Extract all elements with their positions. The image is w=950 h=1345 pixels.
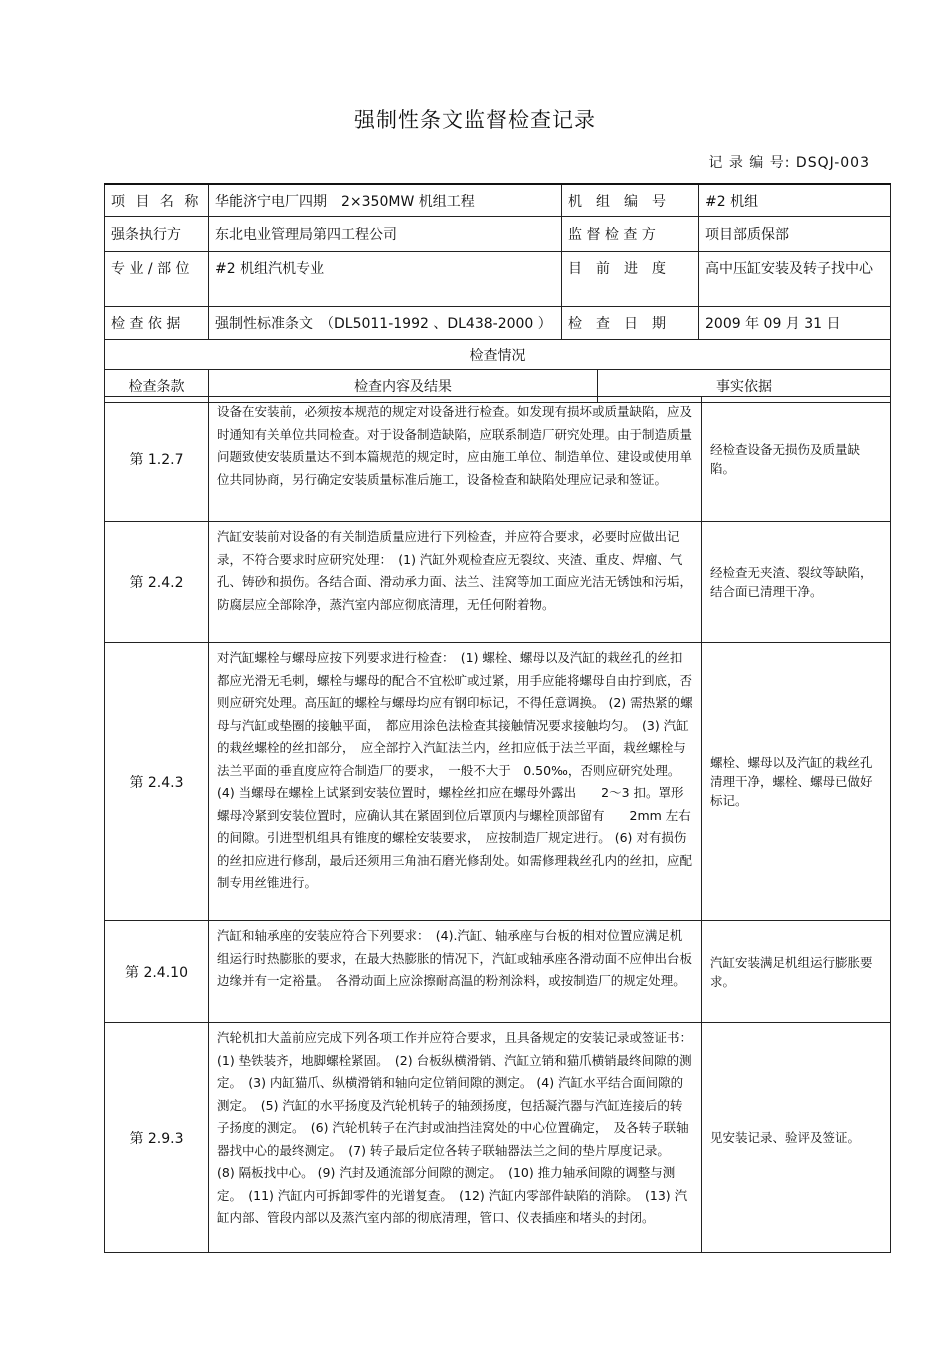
project-label: 项 目 名 称 bbox=[105, 184, 209, 217]
supervisor-label: 监 督 检 查 方 bbox=[562, 217, 699, 251]
specialty-row bbox=[105, 252, 891, 307]
inspection-items-table bbox=[104, 396, 891, 1253]
progress-label: 目 前 进 度 bbox=[562, 252, 699, 306]
section-title-row bbox=[105, 340, 891, 370]
content-cell: 对汽缸螺栓与螺母应按下列要求进行检查： (1) 螺栓、螺母以及汽缸的栽丝孔的丝扣都应光滑无毛刺，螺栓与螺母的配合不宜松旷或过紧，用手应能将螺母自由拧到底，否则应研究处理。高压缸的螺栓与螺母均应有钢印标记，不得任意调换。 (2) 需热紧的螺母与汽缸或垫圈的接触平面， 都应用涂色法检查其接触情况要求接触均匀。 (3) 汽缸的栽丝螺栓的丝扣部分， 应全部拧入汽缸法兰内，丝扣应低于法兰平面，栽丝螺栓与法兰平面的垂直度应符合制造厂的要求， 一般不大于 0.50‰，否则应研究处理。 (4) 当螺母在螺栓上试紧到安装位置时，螺栓丝扣应在螺母外露出 2～3 扣。罩形螺母冷紧到安装位置时，应确认其在紧固到位后罩顶内与螺栓顶部留有 2mm 左右的间隙。引进型机组具有锥度的螺栓安装要求， 应按制造厂规定进行。 (6) 对有损伤的丝扣应进行修刮，最后还须用三角油石磨光修刮处。如需修理栽丝孔内的丝扣，应配制专用丝锥进行。 bbox=[209, 643, 702, 921]
unit-cell bbox=[562, 184, 891, 217]
fact-cell: 见安装记录、验评及签证。 bbox=[702, 1023, 891, 1253]
supervisor-cell bbox=[562, 217, 891, 252]
inspection-record-table bbox=[104, 183, 891, 403]
table-row bbox=[105, 1023, 891, 1253]
date-label: 检 查 日 期 bbox=[562, 307, 699, 339]
clause-cell: 第 2.9.3 bbox=[105, 1023, 209, 1253]
unit-no-label-box: 机 组 编 号 bbox=[562, 185, 699, 216]
basis-row bbox=[105, 307, 891, 340]
executor-row bbox=[105, 217, 891, 252]
clause-cell: 第 2.4.10 bbox=[105, 921, 209, 1023]
date-value: 2009 年 09 月 31 日 bbox=[705, 316, 841, 332]
content-cell: 汽缸安装前对设备的有关制造质量应进行下列检查，并应符合要求，必要时应做出记录，不符合要求时应研究处理： (1) 汽缸外观检查应无裂纹、夹渣、重皮、焊瘤、气孔、铸砂和损伤。各结合面、滑动承力面、法兰、洼窝等加工面应光洁无锈蚀和污垢，防腐层应全部除净，蒸汽室内部应彻底清理，无任何附着物。 bbox=[209, 522, 702, 643]
project-value: 华能济宁电厂四期 2×350MW 机组工程 bbox=[209, 184, 562, 217]
fact-cell: 汽缸安装满足机组运行膨胀要求。 bbox=[702, 921, 891, 1023]
supervisor-value: 项目部质保部 bbox=[705, 227, 790, 243]
date-cell bbox=[562, 307, 891, 340]
content-cell: 设备在安装前，必须按本规范的规定对设备进行检查。如发现有损坏或质量缺陷，应及时通知有关单位共同检查。对于设备制造缺陷，应联系制造厂研究处理。由于制造质量问题致使安装质量达不到本篇规范的规定时，应由施工单位、制造单位、建设或使用单位共同协商，另行确定安装质量标准后施工，设备检查和缺陷处理应记录和签证。 bbox=[209, 397, 702, 522]
fact-cell: 经检查无夹渣、裂纹等缺陷，结合面已清理干净。 bbox=[702, 522, 891, 643]
column-clause: 检查条款 bbox=[105, 370, 209, 403]
table-row bbox=[105, 522, 891, 643]
clause-cell: 第 1.2.7 bbox=[105, 397, 209, 522]
table-row bbox=[105, 397, 891, 522]
clause-cell: 第 2.4.2 bbox=[105, 522, 209, 643]
table-row bbox=[105, 921, 891, 1023]
section-title: 检查情况 bbox=[105, 340, 891, 370]
column-content: 检查内容及结果 bbox=[209, 370, 598, 403]
specialty-label: 专 业 / 部 位 bbox=[105, 252, 209, 307]
executor-label: 强条执行方 bbox=[105, 217, 209, 252]
progress-cell bbox=[562, 252, 891, 307]
page-title: 强制性条文监督检查记录 bbox=[354, 108, 596, 132]
project-row bbox=[105, 184, 891, 217]
unit-no-value: #2 机组 bbox=[705, 193, 759, 210]
content-cell: 汽缸和轴承座的安装应符合下列要求： (4).汽缸、轴承座与台板的相对位置应满足机组运行时热膨胀的要求，在最大热膨胀的情况下，汽缸或轴承座各滑动面不应伸出台板边缘并有一定裕量。 各滑动面上应涂擦耐高温的粉剂涂料，或按制造厂的规定处理。 bbox=[209, 921, 702, 1023]
fact-cell: 经检查设备无损伤及质量缺陷。 bbox=[702, 397, 891, 522]
column-basis: 事实依据 bbox=[598, 370, 891, 403]
executor-value: 东北电业管理局第四工程公司 bbox=[209, 217, 562, 252]
clause-cell: 第 2.4.3 bbox=[105, 643, 209, 921]
specialty-value: #2 机组汽机专业 bbox=[209, 252, 562, 307]
table-row bbox=[105, 643, 891, 921]
content-cell: 汽轮机扣大盖前应完成下列各项工作并应符合要求，且具备规定的安装记录或签证书： (1) 垫铁装齐，地脚螺栓紧固。 (2) 台板纵横滑销、汽缸立销和猫爪横销最终间隙的测定。 (3) 内缸猫爪、纵横滑销和轴向定位销间隙的测定。 (4) 汽缸水平结合面间隙的测定。 (5) 汽缸的水平扬度及汽轮机转子的轴颈扬度，包括凝汽器与汽缸连接后的转子扬度的测定。 (6) 汽轮机转子在汽封或油挡洼窝处的中心位置确定， 及各转子联轴器找中心的最终测定。 (7) 转子最后定位各转子联轴器法兰之间的垫片厚度记录。 (8) 隔板找中心。 (9) 汽封及通流部分间隙的测定。 (10) 推力轴承间隙的调整与测定。 (11) 汽缸内可拆卸零件的光谱复查。 (12) 汽缸内零部件缺陷的消除。 (13) 汽缸内部、管段内部以及蒸汽室内部的彻底清理，管口、仪表插座和堵头的封闭。 bbox=[209, 1023, 702, 1253]
progress-value: 高中压缸安装及转子找中心 bbox=[705, 261, 874, 277]
fact-cell: 螺栓、螺母以及汽缸的栽丝孔清理干净，螺栓、螺母已做好标记。 bbox=[702, 643, 891, 921]
basis-label: 检 查 依 据 bbox=[105, 307, 209, 340]
basis-value: 强制性标准条文 （DL5011-1992 、DL438-2000 ） bbox=[209, 307, 562, 340]
record-number: 记 录 编 号: DSQJ-003 bbox=[708, 155, 870, 171]
